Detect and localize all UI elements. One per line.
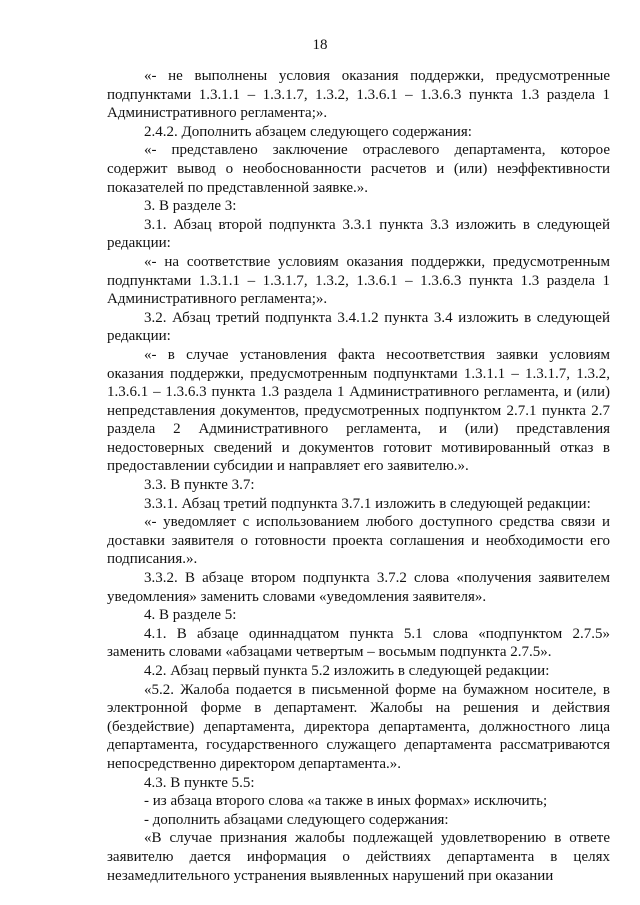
paragraph-20: «В случае признания жалобы подлежащей удовлетворению в ответе заявителю дается информация о действиях департамента в целях незамедлительного устранения выявленных нарушений при оказании xyxy=(107,830,610,884)
paragraph-5: 3.1. Абзац второй подпункта 3.3.1 пункта 3.3 изложить в следующей редакции: xyxy=(107,216,610,252)
paragraph-12: 3.3.2. В абзаце втором подпункта 3.7.2 слова «получения заявителем уведомления» заменить словами «уведомления заявителя». xyxy=(107,570,610,605)
paragraph-2: 2.4.2. Дополнить абзацем следующего содержания: xyxy=(144,123,472,140)
paragraph-19: - дополнить абзацами следующего содержания: xyxy=(144,811,449,828)
paragraph-11: «- уведомляет с использованием любого доступного средства связи и доставки заявителя о готовности проекта соглашения и необходимости его подписания.». xyxy=(107,514,610,568)
page-number: 18 xyxy=(312,37,328,53)
paragraph-8: «- в случае установления факта несоответствия заявки условиям оказания поддержки, предусмотренным подпунктами 1.3.1.1 – 1.3.1.7, 1.3.2, 1.3.6.1 – 1.3.6.3 пункта 1.3 раздела 1 Административного регламента, и (или) непредставления документов, предусмотренных подпунктом 2.7.1 пункта 2.7 раздела 2 Административного регламента, и (или) представления недостоверных сведений и документов готовит мотивированный отказ в предоставлении субсидии и направляет его заявителю.». xyxy=(107,346,610,475)
paragraph-6: «- на соответствие условиям оказания поддержки, предусмотренным подпунктами 1.3.1.1 – 1.3.1.7, 1.3.2, 1.3.6.1 – 1.3.6.3 пункта 1.3 раздела 1 Административного регламента;». xyxy=(107,253,610,308)
paragraph-10: 3.3.1. Абзац третий подпункта 3.7.1 изложить в следующей редакции: xyxy=(144,495,591,512)
paragraph-13: 4. В разделе 5: xyxy=(144,607,237,624)
paragraph-14: 4.1. В абзаце одиннадцатом пункта 5.1 слова «подпунктом 2.7.5» заменить словами «абзацами четвертым – восьмым подпункта 2.7.5». xyxy=(107,625,610,661)
paragraph-15: 4.2. Абзац первый пункта 5.2 изложить в следующей редакции: xyxy=(144,663,550,679)
document-body xyxy=(107,67,610,885)
paragraph-7: 3.2. Абзац третий подпункта 3.4.1.2 пункта 3.4 изложить в следующей редакции: xyxy=(107,309,610,345)
paragraph-18: - из абзаца второго слова «а также в иных формах» исключить; xyxy=(144,793,548,810)
paragraph-9: 3.3. В пункте 3.7: xyxy=(144,477,255,494)
paragraph-1: «- не выполнены условия оказания поддержки, предусмотренные подпунктами 1.3.1.1 – 1.3.1.7, 1.3.2, 1.3.6.1 – 1.3.6.3 пункта 1.3 раздела 1 Административного регламента;». xyxy=(107,68,610,122)
paragraph-3: «- представлено заключение отраслевого департамента, которое содержит вывод о необоснованности расчетов и (или) неэффективности показателей по представленной заявке.». xyxy=(107,142,610,196)
paragraph-16: «5.2. Жалоба подается в письменной форме на бумажном носителе, в электронной форме в департамент. Жалобы на решения и действия (бездействие) департамента, директора департамента, должностного лица департамента, государственного служащего департамента рассматриваются непосредственно директором департамента.». xyxy=(107,681,610,772)
paragraph-17: 4.3. В пункте 5.5: xyxy=(144,774,255,791)
paragraph-4: 3. В разделе 3: xyxy=(144,198,237,215)
